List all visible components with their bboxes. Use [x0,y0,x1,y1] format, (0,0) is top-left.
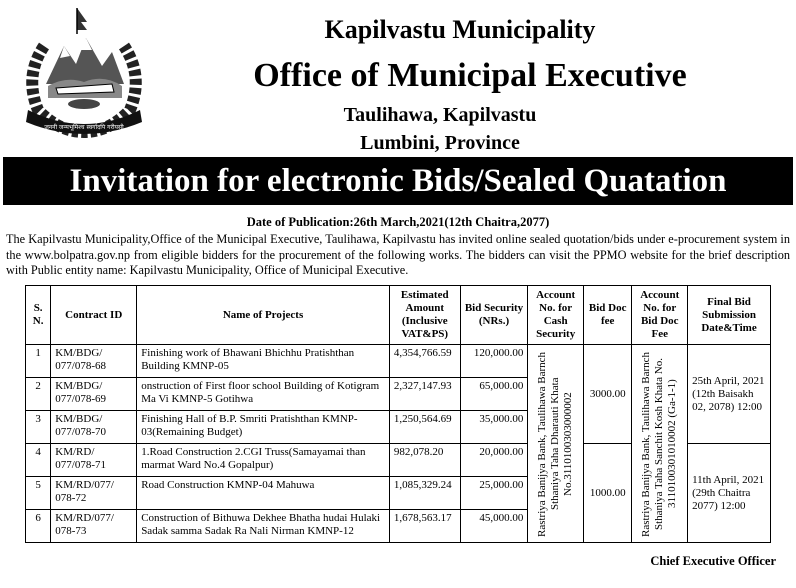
cell-sn: 2 [26,378,51,411]
cell-amount: 982,078.20 [389,444,460,477]
col-header-deadline: Final Bid Submission Date&Time [688,286,771,345]
cell-project-name: Finishing Hall of B.P. Smriti Pratishthan KMNP-03(Remaining Budget) [137,411,390,444]
bid-doc-fee-account [632,345,688,543]
col-header-bid-doc-fee: Bid Doc fee [583,286,632,345]
cell-amount: 1,678,563.17 [389,510,460,543]
bid-doc-fee-account-text: Rastriya Banijya Bank, Taulihawa Barnch Sthaniya Taha Sanchit Kosh Khata No. 3110100301010002 (Ga-1-1) [640,350,679,537]
col-header-contract-id: Contract ID [51,286,137,345]
cell-contract-id: KM/RD/ 077/078-71 [51,444,137,477]
table-row [26,345,771,378]
cell-sn: 1 [26,345,51,378]
cell-project-name: Road Construction KMNP-04 Mahuwa [137,477,390,510]
nepal-emblem [14,6,154,138]
notice-banner: Invitation for electronic Bids/Sealed Quatation [3,157,793,205]
province: Lumbini, Province [360,132,520,154]
cell-sn: 6 [26,510,51,543]
cell-project-name: Construction of Bithuwa Dekhee Bhatha hudai Hulaki Sadak samma Sadak Ra Nali Nirman KMNP-12 [137,510,390,543]
cell-amount: 4,354,766.59 [389,345,460,378]
cell-project-name: 1.Road Construction 2.CGI Truss(Samayamai than marmat Ward No.4 Gopalpur) [137,444,390,477]
deadline-group-1: 25th April, 2021 (12th Baisakh 02, 2078) 12:00 [688,345,771,444]
cell-amount: 1,250,564.69 [389,411,460,444]
signature: Chief Executive Officer [650,554,776,568]
municipality-title: Kapilvastu Municipality [324,15,596,44]
cell-contract-id: KM/BDG/ 077/078-68 [51,345,137,378]
cell-amount: 2,327,147.93 [389,378,460,411]
cell-contract-id: KM/RD/077/ 078-72 [51,477,137,510]
cell-security: 25,000.00 [460,477,528,510]
cell-sn: 4 [26,444,51,477]
cell-sn: 3 [26,411,51,444]
office-title: Office of Municipal Executive [253,57,687,94]
cell-security: 35,000.00 [460,411,528,444]
col-header-estimated-amount: Estimated Amount (Inclusive VAT&PS) [389,286,460,345]
col-header-cash-account: Account No. for Cash Security [528,286,584,345]
cash-security-account-text: Rastriya Banijya Bank, Taulihawa Barnch Sthaniya Taha Dharauti Khata No.3110100303000002 [536,350,575,537]
bids-table [25,285,771,543]
cell-security: 120,000.00 [460,345,528,378]
cell-security: 20,000.00 [460,444,528,477]
col-header-project-name: Name of Projects [137,286,390,345]
emblem-motto: जननी जन्मभूमिश्च स्वर्गादपि गरीयसी [44,124,124,131]
cell-contract-id: KM/RD/077/ 078-73 [51,510,137,543]
bid-doc-fee-group-2: 1000.00 [583,444,632,543]
cell-project-name: Finishing work of Bhawani Bhichhu Pratishthan Building KMNP-05 [137,345,390,378]
cell-project-name: onstruction of First floor school Building of Kotigram Ma Vi KMNP-5 Gotihwa [137,378,390,411]
table-header-row [26,286,771,345]
deadline-group-2: 11th April, 2021 (29th Chaitra 2077) 12:00 [688,444,771,543]
cell-security: 65,000.00 [460,378,528,411]
cell-sn: 5 [26,477,51,510]
bid-doc-fee-group-1: 3000.00 [583,345,632,444]
cell-amount: 1,085,329.24 [389,477,460,510]
col-header-fee-account: Account No. for Bid Doc Fee [632,286,688,345]
address: Taulihawa, Kapilvastu [343,104,537,126]
cell-security: 45,000.00 [460,510,528,543]
intro-paragraph: The Kapilvastu Municipality,Office of the Municipal Executive, Taulihawa, Kapilvastu has invited online sealed quotation/bids under e-procurement system in the www.bolpatra.gov.np from eligible bidders for the procurement of the following works. The bidders can visit the PPMO website for the brief description with Public entity name: Kapilvastu Municipality, Office of Municipal Executive. [6,232,790,278]
col-header-bid-security: Bid Security (NRs.) [460,286,528,345]
publication-date: Date of Publication:26th March,2021(12th Chaitra,2077) [246,215,550,229]
cell-contract-id: KM/BDG/ 077/078-70 [51,411,137,444]
col-header-sn: S. N. [26,286,51,345]
cell-contract-id: KM/BDG/ 077/078-69 [51,378,137,411]
cash-security-account [528,345,584,543]
